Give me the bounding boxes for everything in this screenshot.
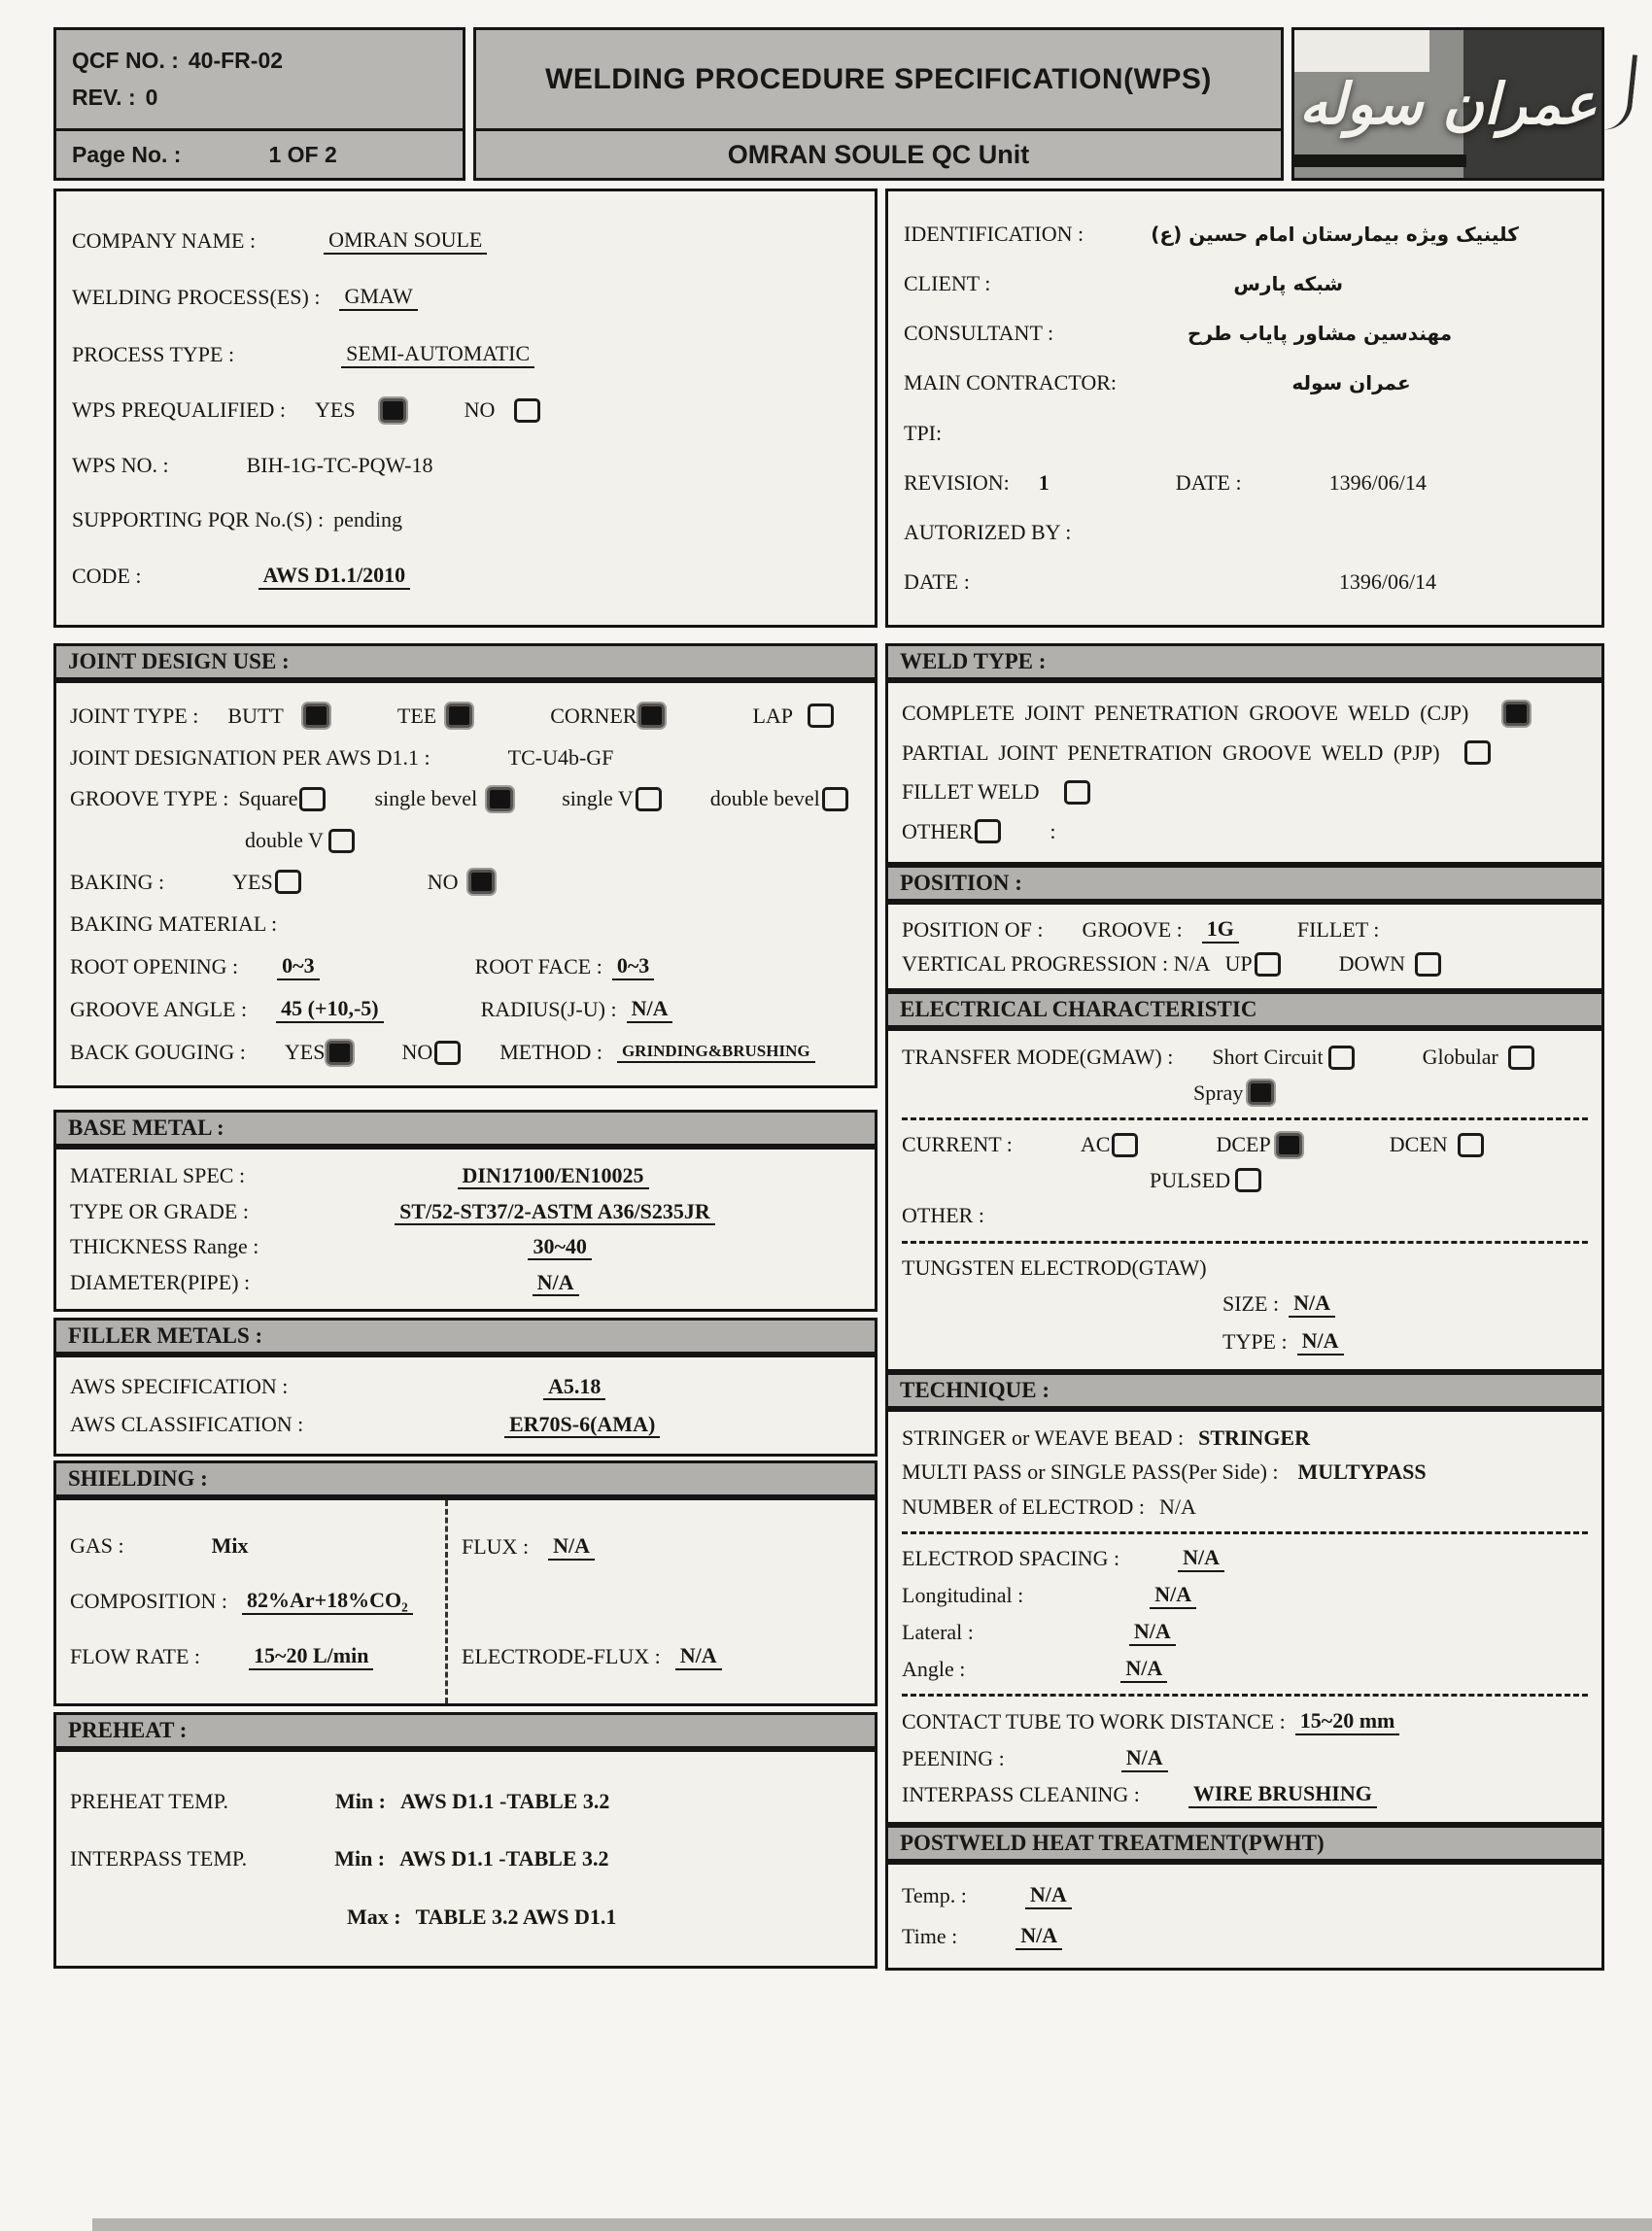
- main-contractor-row: [904, 370, 1586, 395]
- interpass-cleaning-label: INTERPASS CLEANING :: [902, 1782, 1140, 1807]
- flow-rate-label: FLOW RATE :: [70, 1644, 201, 1669]
- radius-value: N/A: [627, 996, 673, 1023]
- company-name-label: COMPANY NAME :: [72, 227, 257, 253]
- gas-label: GAS :: [70, 1532, 124, 1558]
- code-value: AWS D1.1/2010: [258, 563, 411, 590]
- info-right-box: [885, 189, 1604, 628]
- aws-class-label: AWS CLASSIFICATION :: [70, 1412, 304, 1436]
- supporting-pqr-value: pending: [333, 507, 402, 532]
- flux-label: FLUX :: [462, 1533, 530, 1559]
- method-value: GRINDING&BRUSHING: [617, 1042, 815, 1063]
- identification-value: کلینیک ویژه بیمارستان امام حسین (ع): [1151, 223, 1519, 247]
- electrical-divider-2: [902, 1241, 1588, 1244]
- square-label: Square: [238, 786, 298, 811]
- tungsten-type-row: [902, 1328, 1588, 1356]
- aws-class-value: ER70S-6(AMA): [504, 1412, 660, 1438]
- page-subtitle: OMRAN SOULE QC Unit: [727, 139, 1030, 169]
- short-circuit-checkbox[interactable]: [1328, 1046, 1355, 1070]
- peening-row: [902, 1745, 1588, 1772]
- authorized-by-label: AUTORIZED BY :: [904, 519, 1072, 544]
- electrod-spacing-value: N/A: [1178, 1545, 1224, 1572]
- company-name-row: [72, 227, 859, 255]
- weld-other-label: OTHER: [902, 818, 974, 843]
- aws-class-row: [70, 1412, 861, 1437]
- lateral-value: N/A: [1129, 1619, 1176, 1646]
- main-contractor-value: عمران سوله: [1291, 371, 1411, 395]
- interpass-temp-row: [70, 1846, 861, 1871]
- pwht-temp-label: Temp. :: [902, 1883, 967, 1907]
- groove-position-value: 1G: [1202, 916, 1239, 944]
- tungsten-type-label: TYPE :: [1222, 1328, 1288, 1354]
- technique-header: TECHNIQUE :: [885, 1372, 1604, 1409]
- root-face-value: 0~3: [612, 953, 654, 980]
- preheat-min-label: Min :: [335, 1788, 386, 1813]
- tungsten-type-value: N/A: [1297, 1328, 1344, 1356]
- main-contractor-label: MAIN CONTRACTOR:: [904, 370, 1118, 395]
- info-band: [53, 189, 1604, 628]
- radius-label: RADIUS(J-U) :: [480, 997, 617, 1022]
- single-bevel-label: single bevel: [374, 786, 478, 811]
- scan-page-curl-artifact: [1601, 52, 1637, 133]
- groove-angle-row: [70, 996, 861, 1023]
- prequalified-yes-label: YES: [315, 397, 356, 422]
- baking-no-label: NO: [427, 869, 459, 894]
- electrod-number-value: N/A: [1158, 1494, 1196, 1520]
- multipass-value: MULTYPASS: [1297, 1459, 1427, 1485]
- single-bevel-checkbox[interactable]: [487, 787, 513, 811]
- tpi-label: TPI:: [904, 420, 943, 445]
- type-grade-value: ST/52-ST37/2-ASTM A36/S235JR: [395, 1199, 715, 1225]
- authorized-by-row: [904, 520, 1586, 545]
- dcen-checkbox[interactable]: [1458, 1133, 1484, 1157]
- butt-label: BUTT: [227, 703, 284, 728]
- aws-spec-value: A5.18: [543, 1374, 605, 1400]
- root-opening-row: [70, 953, 861, 980]
- page-title: WELDING PROCEDURE SPECIFICATION(WPS): [545, 62, 1212, 95]
- stringer-label: STRINGER or WEAVE BEAD :: [902, 1424, 1185, 1450]
- company-name-value: OMRAN SOULE: [324, 227, 487, 255]
- rev-row: [72, 85, 447, 111]
- up-checkbox[interactable]: [1255, 952, 1281, 977]
- preheat-temp-label: PREHEAT TEMP.: [70, 1788, 229, 1813]
- tungsten-size-row: [902, 1290, 1588, 1318]
- welding-process-value: GMAW: [339, 284, 417, 311]
- angle-row: [902, 1656, 1588, 1683]
- dcep-label: DCEP: [1216, 1132, 1271, 1157]
- single-v-checkbox[interactable]: [636, 787, 662, 811]
- qcf-no-label: QCF NO. :: [72, 48, 179, 74]
- composition-row: [70, 1588, 431, 1615]
- diameter-value: N/A: [533, 1270, 579, 1296]
- tungsten-size-value: N/A: [1289, 1290, 1335, 1318]
- peening-label: PEENING :: [902, 1745, 1005, 1770]
- spray-row: [902, 1081, 1588, 1106]
- flux-row: [462, 1533, 861, 1561]
- filler-metals-header: FILLER METALS :: [53, 1318, 878, 1355]
- baking-material-row: [70, 911, 861, 937]
- tungsten-label: TUNGSTEN ELECTROD(GTAW): [902, 1254, 1207, 1280]
- process-type-value: SEMI-AUTOMATIC: [341, 341, 534, 368]
- header-meta-box: [53, 27, 465, 181]
- composition-label: COMPOSITION :: [70, 1588, 227, 1613]
- cjp-row: [902, 701, 1588, 726]
- contact-tube-row: [902, 1708, 1588, 1735]
- date-label: DATE :: [904, 568, 970, 594]
- form-header: [53, 27, 1604, 181]
- groove-type-label: GROOVE TYPE :: [70, 786, 229, 811]
- fillet-weld-checkbox[interactable]: [1064, 780, 1090, 805]
- current-label: CURRENT :: [902, 1132, 1013, 1157]
- baking-yes-label: YES: [232, 869, 273, 894]
- down-checkbox[interactable]: [1415, 952, 1441, 977]
- base-metal-box: [53, 1147, 878, 1312]
- client-row: [904, 271, 1586, 296]
- technique-box: [885, 1409, 1604, 1825]
- baking-material-label: BAKING MATERIAL :: [70, 910, 278, 936]
- pulsed-label: PULSED: [1150, 1167, 1231, 1192]
- flow-rate-value: 15~20 L/min: [249, 1643, 373, 1670]
- preheat-min-value: AWS D1.1 -TABLE 3.2: [399, 1788, 610, 1813]
- current-row: [902, 1132, 1588, 1157]
- up-label: UP: [1224, 951, 1253, 976]
- code-label: CODE :: [72, 563, 142, 588]
- wps-no-value: BIH-1G-TC-PQW-18: [246, 452, 433, 477]
- stringer-value: STRINGER: [1198, 1424, 1310, 1450]
- fillet-weld-label: FILLET WELD: [902, 779, 1040, 805]
- filler-metals-box: [53, 1355, 878, 1457]
- electrod-number-row: [902, 1494, 1588, 1520]
- electrical-header: ELECTRICAL CHARACTERISTIC: [885, 991, 1604, 1028]
- cjp-checkbox[interactable]: [1503, 702, 1530, 726]
- back-gouging-label: BACK GOUGING :: [70, 1040, 246, 1065]
- single-v-label: single V: [562, 786, 634, 811]
- composition-value: 82%Ar+18%CO₂: [242, 1588, 413, 1615]
- interpass-max-label: Max :: [347, 1904, 401, 1929]
- position-header: POSITION :: [885, 865, 1604, 902]
- page-no-label: Page No. :: [72, 141, 182, 167]
- revision-value: 1: [1038, 469, 1050, 495]
- wps-form-sheet: [53, 27, 1604, 1971]
- preheat-box: [53, 1749, 878, 1969]
- joint-designation-row: [70, 745, 861, 771]
- revision-date-value: 1396/06/14: [1328, 469, 1427, 495]
- lateral-label: Lateral :: [902, 1619, 974, 1644]
- transfer-mode-label: TRANSFER MODE(GMAW) :: [902, 1045, 1174, 1070]
- back-gouging-row: [70, 1040, 861, 1065]
- groove-type-row: [70, 786, 861, 811]
- baking-yes-checkbox[interactable]: [275, 870, 301, 894]
- back-gouging-yes-checkbox[interactable]: [327, 1041, 353, 1065]
- company-logo: [1291, 27, 1604, 181]
- flow-rate-row: [70, 1643, 431, 1670]
- diameter-row: [70, 1270, 861, 1295]
- lap-label: LAP: [752, 703, 794, 728]
- spray-checkbox[interactable]: [1248, 1081, 1274, 1105]
- type-grade-row: [70, 1199, 861, 1224]
- electrical-box: [885, 1028, 1604, 1372]
- pwht-box: [885, 1862, 1604, 1971]
- thickness-row: [70, 1234, 861, 1259]
- electrod-spacing-label: ELECTROD SPACING :: [902, 1546, 1120, 1571]
- consultant-value: مهندسین مشاور پایاب طرح: [1187, 322, 1453, 346]
- type-grade-label: TYPE OR GRADE :: [70, 1198, 249, 1223]
- root-opening-label: ROOT OPENING :: [70, 953, 239, 978]
- wps-prequalified-row: [72, 397, 859, 423]
- pjp-row: [902, 740, 1588, 766]
- pulsed-checkbox[interactable]: [1235, 1168, 1261, 1192]
- left-column: [53, 643, 878, 1969]
- supporting-pqr-label: SUPPORTING PQR No.(S) :: [72, 507, 325, 532]
- header-title-box: [473, 27, 1284, 181]
- angle-value: N/A: [1120, 1656, 1167, 1683]
- double-v-checkbox[interactable]: [328, 829, 355, 853]
- corner-label: CORNER: [550, 703, 637, 728]
- aws-spec-label: AWS SPECIFICATION :: [70, 1374, 289, 1398]
- electrod-spacing-row: [902, 1545, 1588, 1572]
- root-face-label: ROOT FACE :: [474, 953, 602, 978]
- joint-designation-value: TC-U4b-GF: [507, 744, 614, 770]
- lateral-row: [902, 1619, 1588, 1646]
- pwht-temp-value: N/A: [1025, 1882, 1072, 1909]
- interpass-max-value: TABLE 3.2 AWS D1.1: [415, 1904, 617, 1929]
- pwht-time-label: Time :: [902, 1924, 958, 1948]
- prequalified-no-label: NO: [464, 397, 496, 422]
- peening-value: N/A: [1121, 1745, 1168, 1772]
- pjp-checkbox[interactable]: [1464, 740, 1491, 765]
- vertical-progression-row: [902, 951, 1588, 977]
- technique-divider-1: [902, 1531, 1588, 1534]
- pwht-temp-row: [902, 1882, 1588, 1909]
- position-of-label: POSITION OF :: [902, 917, 1044, 942]
- back-gouging-no-checkbox[interactable]: [434, 1041, 461, 1065]
- process-type-row: [72, 341, 859, 368]
- short-circuit-label: Short Circuit: [1212, 1045, 1324, 1070]
- aws-spec-row: [70, 1374, 861, 1399]
- diameter-label: DIAMETER(PIPE) :: [70, 1269, 251, 1294]
- globular-label: Globular: [1422, 1045, 1498, 1070]
- code-row: [72, 563, 859, 590]
- weld-other-row: [902, 819, 1588, 844]
- contact-tube-value: 15~20 mm: [1295, 1708, 1400, 1735]
- position-box: [885, 902, 1604, 991]
- dcen-label: DCEN: [1389, 1132, 1448, 1157]
- joint-type-row: [70, 704, 861, 729]
- rev-label: REV. :: [72, 84, 136, 110]
- lap-checkbox[interactable]: [808, 704, 834, 728]
- material-spec-label: MATERIAL SPEC :: [70, 1163, 246, 1188]
- interpass-min-value: AWS D1.1 -TABLE 3.2: [399, 1846, 609, 1871]
- pwht-header: POSTWELD HEAT TREATMENT(PWHT): [885, 1825, 1604, 1862]
- joint-designation-label: JOINT DESIGNATION PER AWS D1.1 :: [70, 744, 430, 770]
- gas-value: Mix: [211, 1532, 249, 1558]
- contact-tube-label: CONTACT TUBE TO WORK DISTANCE :: [902, 1708, 1286, 1733]
- process-type-label: PROCESS TYPE :: [72, 341, 235, 366]
- pwht-time-row: [902, 1923, 1588, 1950]
- preheat-temp-row: [70, 1789, 861, 1814]
- pjp-label: PARTIAL JOINT PENETRATION GROOVE WELD (PJP): [902, 739, 1440, 765]
- shielding-box: [53, 1497, 878, 1706]
- technique-divider-2: [902, 1694, 1588, 1697]
- gas-row: [70, 1533, 431, 1559]
- flux-value: N/A: [548, 1533, 595, 1561]
- revision-row: [904, 470, 1586, 496]
- baking-no-checkbox[interactable]: [468, 870, 495, 894]
- multipass-row: [902, 1459, 1588, 1485]
- longitudinal-value: N/A: [1150, 1582, 1196, 1609]
- revision-label: REVISION:: [904, 469, 1010, 495]
- spray-label: Spray: [1193, 1080, 1244, 1105]
- vertical-progression-label: VERTICAL PROGRESSION : N/A: [902, 951, 1211, 976]
- thickness-value: 30~40: [528, 1234, 591, 1260]
- thickness-label: THICKNESS Range :: [70, 1234, 259, 1259]
- welding-process-label: WELDING PROCESS(ES) :: [72, 285, 321, 309]
- prequalified-no-checkbox[interactable]: [514, 398, 540, 423]
- baking-row: [70, 870, 861, 895]
- rev-value: 0: [145, 84, 158, 110]
- groove-angle-label: GROOVE ANGLE :: [70, 997, 248, 1022]
- flux-spacer-row: [462, 1590, 861, 1615]
- root-opening-value: 0~3: [277, 953, 319, 980]
- square-checkbox[interactable]: [299, 787, 326, 811]
- groove-angle-value: 45 (+10,-5): [276, 996, 384, 1023]
- pwht-time-value: N/A: [1015, 1923, 1062, 1950]
- tpi-row: [904, 421, 1586, 446]
- butt-checkbox[interactable]: [303, 704, 329, 728]
- page-no-value: 1 OF 2: [268, 141, 337, 167]
- client-value: شبکه پارس: [1233, 272, 1344, 296]
- identification-row: [904, 222, 1586, 247]
- joint-design-header: JOINT DESIGN USE :: [53, 643, 878, 680]
- globular-checkbox[interactable]: [1508, 1046, 1534, 1070]
- date-value: 1396/06/14: [1338, 568, 1437, 594]
- qcf-no-value: 40-FR-02: [188, 48, 284, 74]
- qcf-no-row: [72, 48, 447, 74]
- weld-other-checkbox[interactable]: [975, 819, 1001, 843]
- preheat-header: PREHEAT :: [53, 1712, 878, 1749]
- electrical-other-label: OTHER :: [902, 1203, 984, 1228]
- stringer-row: [902, 1425, 1588, 1451]
- interpass-max-row: [70, 1905, 861, 1930]
- back-gouging-yes-label: YES: [284, 1040, 326, 1065]
- transfer-mode-row: [902, 1045, 1588, 1070]
- interpass-min-label: Min :: [334, 1846, 386, 1871]
- electrode-flux-label: ELECTRODE-FLUX :: [462, 1644, 661, 1669]
- info-left-box: [53, 189, 878, 628]
- prequalified-yes-checkbox[interactable]: [380, 398, 406, 423]
- ac-label: AC: [1080, 1132, 1111, 1157]
- fillet-weld-row: [902, 779, 1588, 805]
- electrode-flux-row: [462, 1643, 861, 1670]
- shielding-gas-pane: [56, 1500, 445, 1703]
- wps-no-label: WPS NO. :: [72, 452, 169, 477]
- pulsed-row: [902, 1168, 1588, 1193]
- wps-prequalified-label: WPS PREQUALIFIED :: [72, 397, 287, 422]
- double-v-label: double V: [245, 828, 324, 853]
- corner-checkbox[interactable]: [638, 704, 665, 728]
- date-row: [904, 569, 1586, 595]
- supporting-pqr-row: [72, 507, 859, 532]
- consultant-row: [904, 321, 1586, 346]
- longitudinal-label: Longitudinal :: [902, 1583, 1024, 1608]
- interpass-cleaning-row: [902, 1781, 1588, 1808]
- position-of-row: [902, 916, 1588, 944]
- dcep-checkbox[interactable]: [1276, 1133, 1302, 1157]
- cjp-label: COMPLETE JOINT PENETRATION GROOVE WELD (CJP): [902, 701, 1469, 726]
- welding-process-row: [72, 284, 859, 311]
- consultant-label: CONSULTANT :: [904, 321, 1054, 346]
- shielding-flux-pane: [445, 1500, 875, 1703]
- client-label: CLIENT :: [904, 271, 991, 296]
- interpass-cleaning-value: WIRE BRUSHING: [1188, 1781, 1377, 1808]
- weld-type-header: WELD TYPE :: [885, 643, 1604, 680]
- electrical-other-row: [902, 1203, 1588, 1228]
- main-sections: [53, 643, 1604, 1971]
- double-bevel-checkbox[interactable]: [822, 787, 848, 811]
- fillet-position-label: FILLET :: [1296, 917, 1380, 942]
- joint-type-label: JOINT TYPE :: [70, 703, 199, 728]
- electrode-flux-value: N/A: [675, 1643, 722, 1670]
- ac-checkbox[interactable]: [1112, 1133, 1138, 1157]
- scan-bottom-edge: [92, 2218, 1652, 2231]
- longitudinal-row: [902, 1582, 1588, 1609]
- double-v-row: [70, 828, 861, 853]
- baking-label: BAKING :: [70, 869, 165, 894]
- double-bevel-label: double bevel: [709, 786, 820, 811]
- revision-date-label: DATE :: [1175, 469, 1242, 495]
- right-column: [885, 643, 1604, 1971]
- material-spec-row: [70, 1163, 861, 1188]
- page-no-row: [56, 128, 463, 178]
- shielding-header: SHIELDING :: [53, 1460, 878, 1497]
- identification-label: IDENTIFICATION :: [904, 222, 1084, 247]
- multipass-label: MULTI PASS or SINGLE PASS(Per Side) :: [902, 1459, 1279, 1485]
- material-spec-value: DIN17100/EN10025: [458, 1163, 649, 1189]
- interpass-temp-label: INTERPASS TEMP.: [70, 1846, 248, 1871]
- back-gouging-no-label: NO: [401, 1040, 433, 1065]
- joint-design-box: [53, 680, 878, 1088]
- wps-no-row: [72, 453, 859, 478]
- groove-position-label: GROOVE :: [1082, 917, 1183, 942]
- base-metal-header: BASE METAL :: [53, 1110, 878, 1147]
- tee-label: TEE: [396, 703, 437, 728]
- tungsten-row: [902, 1255, 1588, 1281]
- electrod-number-label: NUMBER of ELECTROD :: [902, 1494, 1145, 1520]
- angle-label: Angle :: [902, 1656, 966, 1681]
- weld-type-box: [885, 680, 1604, 865]
- method-label: METHOD :: [499, 1040, 602, 1065]
- weld-other-colon: :: [1050, 818, 1056, 843]
- logo-calligraphy: عمران سوله: [1298, 71, 1598, 137]
- tee-checkbox[interactable]: [446, 704, 472, 728]
- tungsten-size-label: SIZE :: [1222, 1291, 1280, 1317]
- down-label: DOWN: [1338, 951, 1406, 976]
- electrical-divider-1: [902, 1117, 1588, 1120]
